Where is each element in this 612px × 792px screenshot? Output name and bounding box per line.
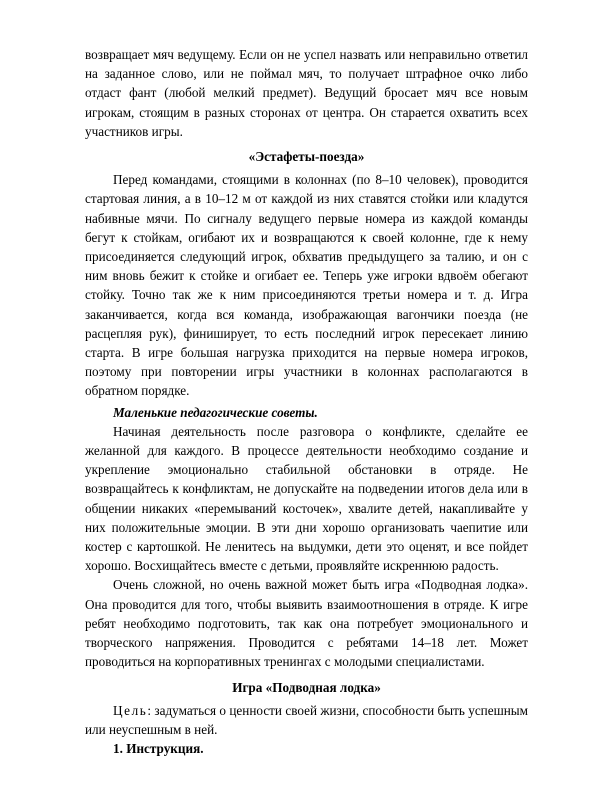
paragraph-goal [85,701,528,739]
paragraph-relay-trains: Перед командами, стоящими в колоннах (по 8–10 человек), проводится стартовая линия, а в 10–12 м от каждой из них ставятся стойки или кладутся набивные мячи. По сигналу ведущего первые номера из каждой команды бегут к стойкам, огибают их и возвращаются к своей колонне, где к нему присоединяется следующий игрок, обхватив предыдущего за талию, и он с ним вновь бежит к стойке и огибает ее. Теперь уже игроки вдвоём обегают стойку. Точно так же к ним присоединяются третьи номера и т. д. Игра заканчивается, когда вся команда, изображающая вагончики поезда (не расцепляя рук), финиширует, то есть последний игрок пересекает линию старта. В игре большая нагрузка приходится на первые номера игроков, поэтому при повторении игры участники в колоннах располагаются в обратном порядке. [85,172,528,399]
paragraph-pedagogical-tips: Начиная деятельность после разговора о конфликте, сделайте ее желанной для каждого. В процессе деятельности необходимо создание и укрепление эмоционально стабильной обстановки в отряде. Не возвращайтесь к конфликтам, не допускайте на подведении итогов дела или в общении никаких «перемываний косточек», хвалите детей, накапливайте у них положительные эмоции. В эти дни хорошо организовать чаепитие или костер с картошкой. Не ленитесь на выдумки, дети это оценят, и все пойдет хорошо. Восхищайтесь вместе с детьми, проявляйте искреннюю радость. [85,423,528,574]
goal-label: Цель [113,702,148,718]
paragraph-ball-game-end: возвращает мяч ведущему. Если он не успел назвать или неправильно ответил на заданное слово, или не поймал мяч, то получает штрафное очко либо отдаст фант (любой мелкий предмет). Ведущий бросает мяч все новым игрокам, стоящим в разных сторонах от центра. Он старается охватить всех участников игры. [85,47,528,139]
goal-text: : задуматься о ценности своей жизни, способности быть успешным или неуспешным в ней. [85,702,528,737]
heading-submarine-game: Игра «Подводная лодка» [232,679,381,695]
document-body [85,45,528,758]
instruction-heading: 1. Инструкция. [113,741,204,757]
subheading-pedagogical-tips: Маленькие педагогические советы. [113,404,318,420]
paragraph-submarine-intro: Очень сложной, но очень важной может быть игра «Подводная лодка». Она проводится для того, чтобы выявить взаимоотношения в отряде. К игре ребят необходимо подготовить, так как она потребует эмоционального и творческого напряжения. Проводится с ребятами 14–18 лет. Может проводиться на корпоративных тренингах с молодыми специалистами. [85,577,528,670]
heading-relay-trains: «Эстафеты-поезда» [248,149,365,165]
